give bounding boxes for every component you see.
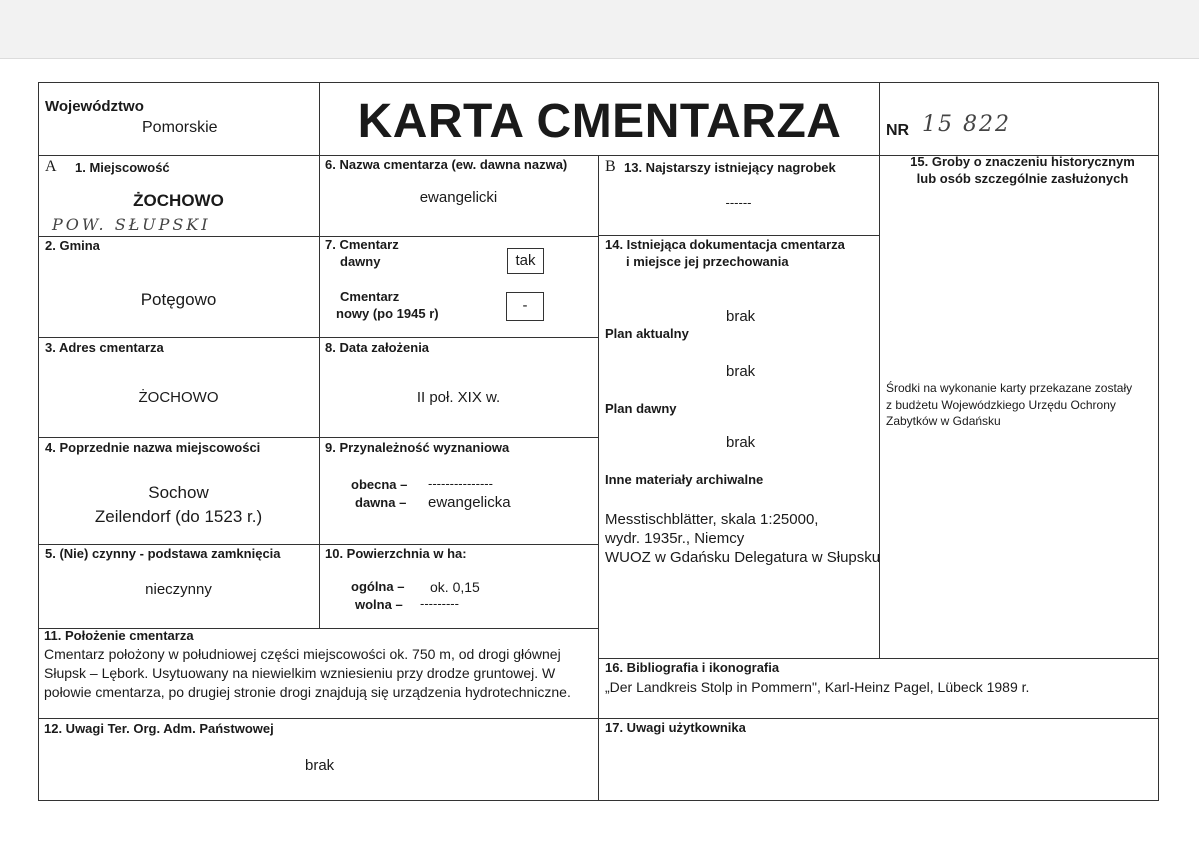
s10-label: 10. Powierzchnia w ha: [325, 546, 467, 561]
divider [38, 544, 598, 545]
s2-label: 2. Gmina [45, 238, 100, 253]
s8-label: 8. Data założenia [325, 340, 430, 355]
s14-brak-3: brak [726, 434, 756, 451]
s7-label: 7. Cmentarz [325, 237, 399, 252]
s14-label-2: i miejsce jej przechowania [626, 254, 789, 269]
page-title: KARTA CMENTARZA [357, 95, 842, 148]
divider [598, 155, 599, 801]
s3-value: ŻOCHOWO [138, 389, 219, 406]
nr-label: NR [886, 122, 910, 139]
s15-label-1: 15. Groby o znaczeniu historycznym [910, 154, 1135, 169]
nr-value: 15 822 [922, 112, 1011, 137]
s11-line-3: połowie cmentarza, po drugiej stronie drogi znajdują się urządzenia hydrotechniczne. [44, 684, 571, 700]
s1-value: ŻOCHOWO [133, 191, 224, 210]
wojewodztwo-value: Pomorskie [142, 119, 218, 136]
s14-inne-line-3: WUOZ w Gdańsku Delegatura w Słupsku [605, 549, 881, 566]
s4-label: 4. Poprzednie nazwa miejscowości [45, 440, 261, 455]
s14-inne-line-1: Messtischblätter, skala 1:25000, [605, 511, 819, 528]
s11-line-2: Słupsk – Lębork. Usytuowany na niewielkim wzniesieniu przy drodze gruntowej. W [44, 665, 556, 681]
divider [38, 718, 1159, 719]
section-letter-a: A [45, 158, 57, 175]
s14-brak-2: brak [726, 363, 756, 380]
s2-value: Potęgowo [140, 290, 217, 309]
wojewodztwo-label: Województwo [45, 98, 144, 115]
s1-handwritten-note: POW. SŁUPSKI [52, 215, 211, 234]
s4-value-1: Sochow [148, 483, 209, 502]
s6-value: ewangelicki [419, 189, 498, 206]
s1-label: 1. Miejscowość [75, 160, 170, 175]
s5-label: 5. (Nie) czynny - podstawa zamknięcia [45, 546, 281, 561]
section-letter-b: B [605, 158, 616, 175]
s15-note-1: Środki na wykonanie karty przekazane zostały [886, 381, 1133, 395]
divider [319, 82, 320, 629]
s14-inne-label: Inne materiały archiwalne [605, 472, 764, 487]
s14-plan-dawny: Plan dawny [605, 401, 677, 416]
s13-label: 13. Najstarszy istniejący nagrobek [624, 160, 836, 175]
s10-wolna-label: wolna – [355, 597, 403, 612]
s14-inne-line-2: wydr. 1935r., Niemcy [605, 530, 745, 547]
s10-ogolna-label: ogólna – [351, 579, 405, 594]
s7-nowy-box: - [506, 292, 544, 321]
scan-margin [0, 0, 1199, 59]
divider [598, 658, 1159, 659]
s17-label: 17. Uwagi użytkownika [605, 720, 746, 735]
divider [38, 437, 598, 438]
s10-ogolna-value: ok. 0,15 [430, 579, 480, 595]
s16-value: „Der Landkreis Stolp in Pommern", Karl-Heinz Pagel, Lübeck 1989 r. [605, 679, 1030, 695]
s3-label: 3. Adres cmentarza [45, 340, 164, 355]
s7-dawny-label: dawny [340, 254, 381, 269]
s4-value-2: Zeilendorf (do 1523 r.) [94, 507, 263, 526]
divider [598, 235, 879, 236]
s10-wolna-value: --------- [420, 596, 459, 611]
s15-note-3: Zabytków w Gdańsku [886, 414, 1001, 428]
s14-plan-aktualny: Plan aktualny [605, 326, 689, 341]
s15-note-2: z budżetu Wojewódzkiego Urzędu Ochrony [886, 398, 1116, 412]
s9-dawna-label: dawna – [355, 495, 407, 510]
s7-dawny-box: tak [507, 248, 544, 274]
s11-label: 11. Położenie cmentarza [44, 628, 194, 643]
s5-value: nieczynny [145, 581, 212, 598]
s9-dawna-value: ewangelicka [428, 494, 511, 511]
divider [879, 82, 880, 659]
s8-value: II poł. XIX w. [416, 389, 501, 406]
s6-label: 6. Nazwa cmentarza (ew. dawna nazwa) [325, 157, 568, 172]
s7-nowy-label-2: nowy (po 1945 r) [336, 306, 439, 321]
s12-value: brak [305, 757, 335, 774]
s9-obecna-label: obecna – [351, 477, 408, 492]
divider [38, 337, 598, 338]
s14-brak-1: brak [726, 308, 756, 325]
s13-value: ------ [725, 195, 752, 210]
s7-nowy-label-1: Cmentarz [340, 289, 400, 304]
s15-label-2: lub osób szczególnie zasłużonych [916, 171, 1129, 186]
s16-label: 16. Bibliografia i ikonografia [605, 660, 780, 675]
s12-label: 12. Uwagi Ter. Org. Adm. Państwowej [44, 721, 274, 736]
s11-line-1: Cmentarz położony w południowej części miejscowości ok. 750 m, od drogi głównej [44, 646, 561, 662]
s9-obecna-value: --------------- [428, 476, 493, 491]
s9-label: 9. Przynależność wyznaniowa [325, 440, 510, 455]
divider [38, 236, 598, 237]
s14-label-1: 14. Istniejąca dokumentacja cmentarza [605, 237, 845, 252]
